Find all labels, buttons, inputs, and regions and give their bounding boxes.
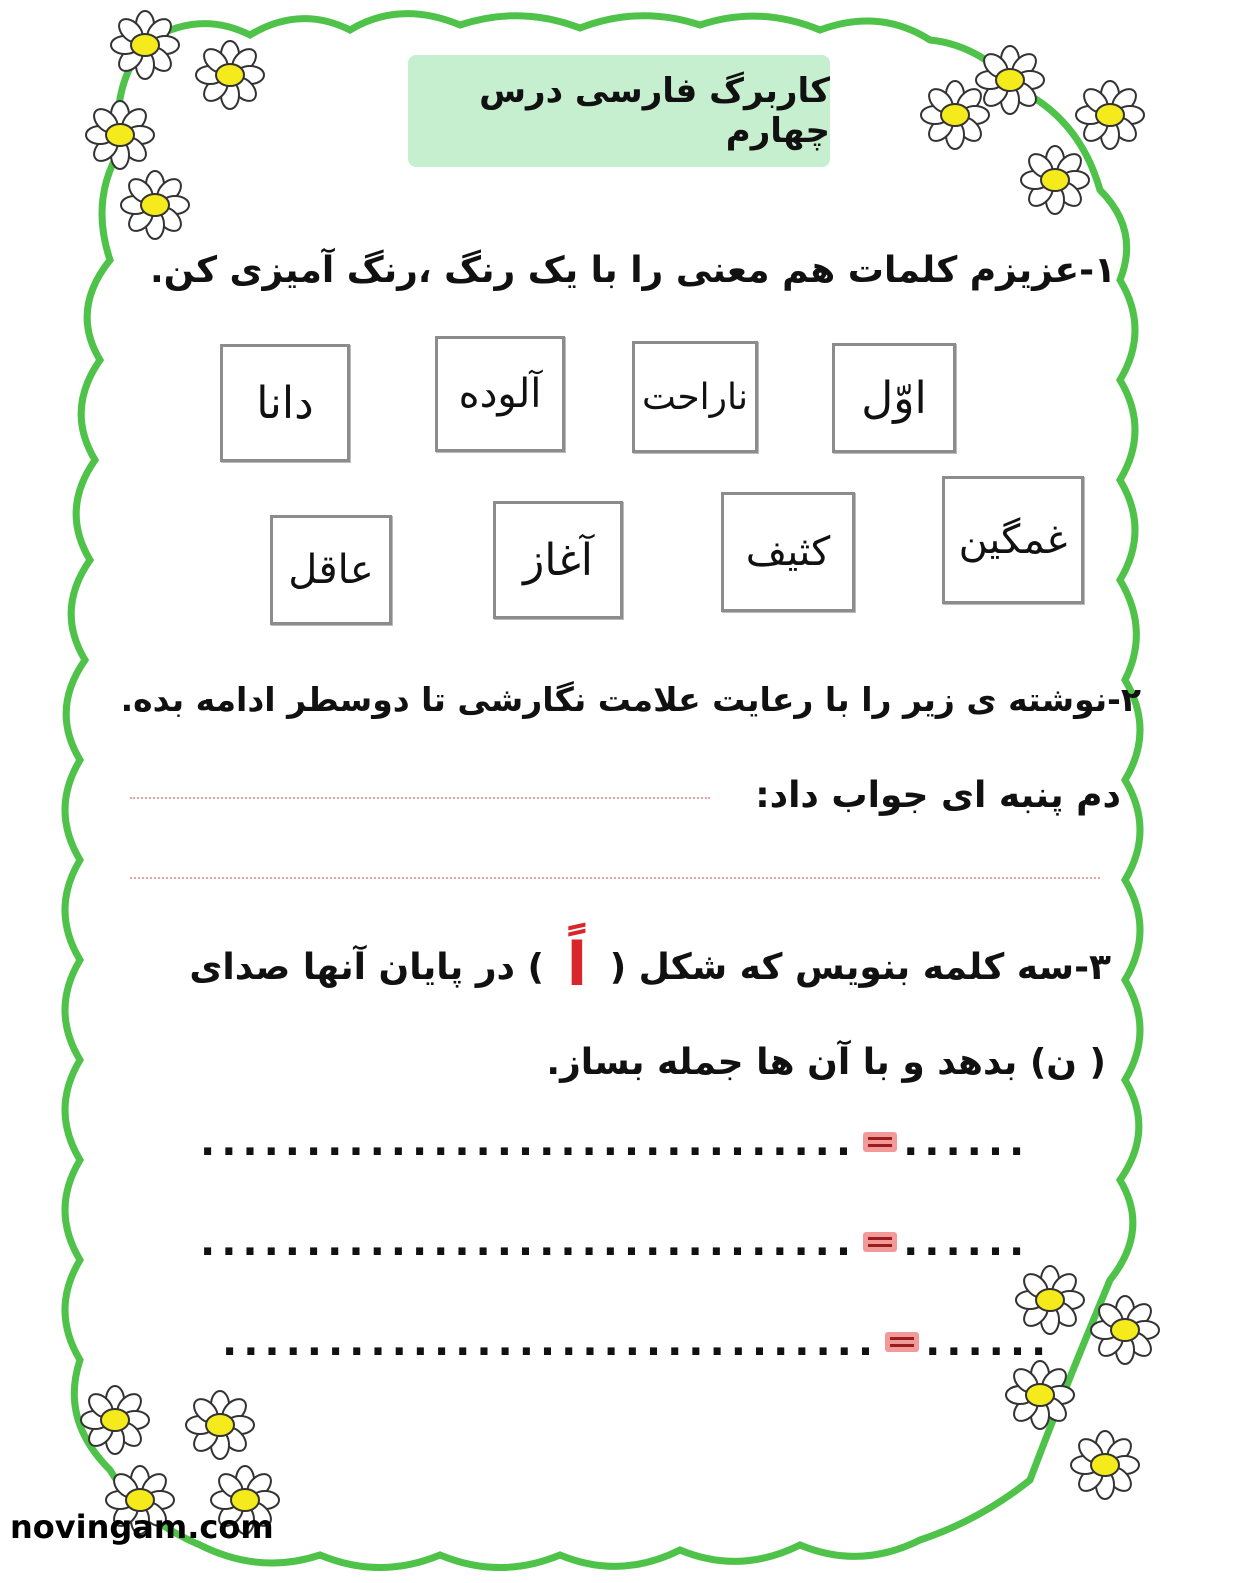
answer-2-sentence-dots: ...............................: [200, 1219, 858, 1265]
question-3-line-1-start: ۳-سه کلمه بنویس که شکل (: [609, 947, 1111, 988]
word-box-6: کثیف: [721, 492, 855, 612]
question-3-line-1-end: ) در پایان آنها صدای: [189, 947, 545, 988]
word-box-1: اوّل: [832, 343, 956, 453]
word-box-8: عاقل: [270, 515, 392, 625]
word-box-3: آلوده: [435, 336, 565, 452]
answer-1-word-dots: ......: [903, 1119, 1031, 1165]
word-box-5: غمگین: [942, 476, 1084, 604]
equals-sign: [863, 1132, 897, 1152]
alef-tanvin-sign: اً: [566, 930, 588, 1000]
writing-line-2[interactable]: [130, 877, 1100, 879]
equals-sign: [863, 1232, 897, 1252]
site-watermark: novingam.com: [10, 1508, 274, 1546]
worksheet-title: کاربرگ فارسی درس چهارم: [408, 55, 830, 167]
answer-line-2[interactable]: [200, 1219, 1031, 1265]
word-box-4: دانا: [220, 344, 350, 462]
answer-3-sentence-dots: ...............................: [222, 1319, 880, 1365]
answer-2-word-dots: ......: [903, 1219, 1031, 1265]
equals-sign: [885, 1332, 919, 1352]
word-box-2: ناراحت: [632, 341, 758, 453]
answer-3-word-dots: ......: [925, 1319, 1053, 1365]
answer-1-sentence-dots: ...............................: [200, 1119, 858, 1165]
question-1-text: ۱-عزیزم کلمات هم معنی را با یک رنگ ،رنگ آمیزی کن.: [150, 250, 1116, 291]
question-3-line-1: [189, 930, 1111, 1000]
answer-line-1[interactable]: [200, 1119, 1031, 1165]
question-3-line-2: ( ن) بدهد و با آن ها جمله بساز.: [546, 1042, 1106, 1083]
question-2-starter: دم پنبه ای جواب داد:: [755, 775, 1121, 816]
writing-line-1[interactable]: [130, 797, 710, 799]
word-box-7: آغاز: [493, 501, 623, 619]
question-2-text: ۲-نوشته ی زیر را با رعایت علامت نگارشی تا دوسطر ادامه بده.: [120, 680, 1141, 719]
answer-line-3[interactable]: [222, 1319, 1053, 1365]
